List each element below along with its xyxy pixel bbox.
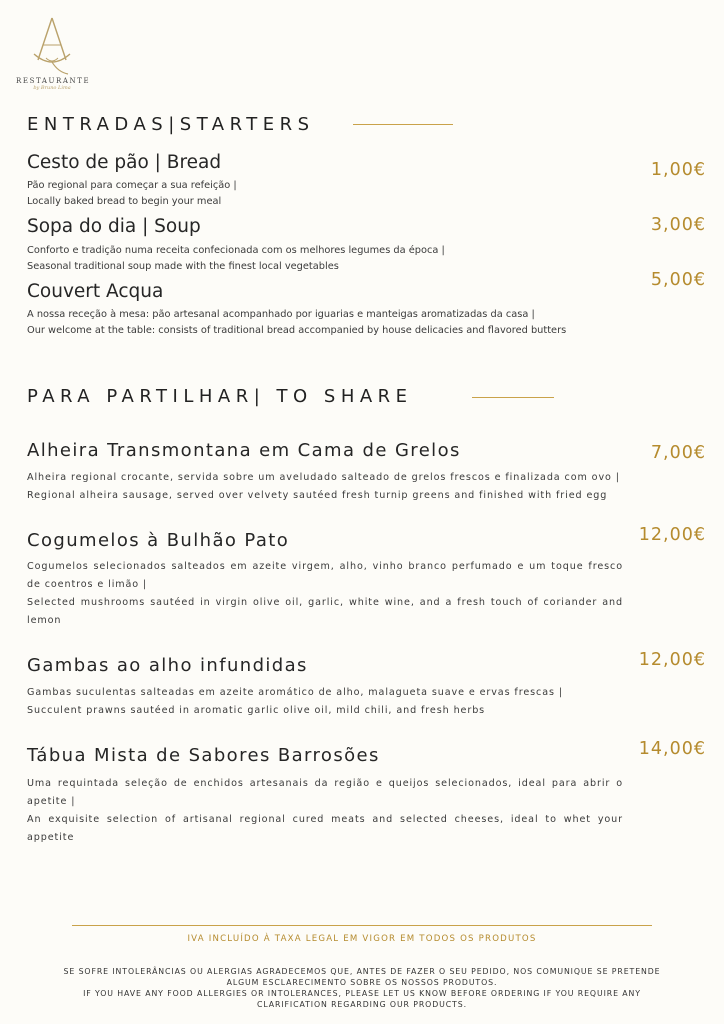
footer-divider <box>72 925 652 926</box>
allergy-notice-pt-line: SE SOFRE INTOLERÂNCIAS OU ALERGIAS AGRADECEMOS QUE, ANTES DE FAZER O SEU PEDIDO, NOS COMUNIQUE SE PRETENDE <box>63 967 661 976</box>
description-pt: Conforto e tradição numa receita confecionada com os melhores legumes da época | <box>27 245 445 256</box>
menu-item-description <box>27 307 566 339</box>
menu-item-description <box>27 775 623 847</box>
menu-item-name: Cogumelos à Bulhão Pato <box>27 530 290 551</box>
vat-notice: IVA INCLUÍDO À TAXA LEGAL EM VIGOR EM TODOS OS PRODUTOS <box>187 934 537 944</box>
allergy-notice-pt-line: ALGUM ESCLARECIMENTO SOBRE OS NOSSOS PRODUTOS. <box>226 978 498 987</box>
logo-monogram-icon <box>24 14 80 76</box>
description-pt: Alheira regional crocante, servida sobre um aveludado salteado de grelos frescos e finalizada com ovo | <box>27 472 620 483</box>
section-title-rule <box>472 397 554 398</box>
menu-item-price: 12,00€ <box>638 525 706 545</box>
menu-item-description <box>27 684 623 720</box>
menu-item-price: 1,00€ <box>650 160 706 180</box>
section-title-rule <box>353 124 453 125</box>
description-en: Selected mushrooms sautéed in virgin olive oil, garlic, white wine, and a fresh touch of coriander and lemon <box>27 597 623 626</box>
allergy-notice-en-line: CLARIFICATION REGARDING OUR PRODUCTS. <box>257 1000 467 1009</box>
menu-item-name: Cesto de pão | Bread <box>27 152 222 173</box>
menu-item-name: Tábua Mista de Sabores Barrosões <box>27 745 380 766</box>
menu-item-price: 12,00€ <box>638 650 706 670</box>
description-pt: Uma requintada seleção de enchidos artesanais da região e queijos selecionados, ideal para abrir o apetite | <box>27 778 623 807</box>
description-en: Seasonal traditional soup made with the finest local vegetables <box>27 261 339 272</box>
allergy-notice-en-line: IF YOU HAVE ANY FOOD ALLERGIES OR INTOLERANCES, PLEASE LET US KNOW BEFORE ORDERING IF YOU REQUIRE ANY <box>83 989 641 998</box>
menu-item-description <box>27 469 623 505</box>
menu-item-name: Alheira Transmontana em Cama de Grelos <box>27 440 461 461</box>
menu-item-description <box>27 243 445 275</box>
restaurant-logo <box>16 14 91 98</box>
description-pt: Gambas suculentas salteadas em azeite aromático de alho, malagueta suave e ervas frescas | <box>27 687 563 698</box>
menu-item-price: 7,00€ <box>650 443 706 463</box>
description-en: Our welcome at the table: consists of traditional bread accompanied by house delicacies and flavored butters <box>27 325 567 336</box>
allergy-notice <box>60 966 664 1010</box>
section-title-starters: ENTRADAS|STARTERS <box>27 114 315 135</box>
section-title-share: PARA PARTILHAR| TO SHARE <box>27 386 413 407</box>
menu-item-description <box>27 558 623 630</box>
menu-item-price: 3,00€ <box>650 215 706 235</box>
menu-item-price: 14,00€ <box>638 739 706 759</box>
description-en: Regional alheira sausage, served over velvety sautéed fresh turnip greens and finished with fried egg <box>27 490 608 501</box>
description-en: An exquisite selection of artisanal regional cured meats and selected cheeses, ideal to whet your appetite <box>27 814 623 843</box>
logo-brand-text: RESTAURANTE <box>16 77 91 85</box>
menu-item-price: 5,00€ <box>650 270 706 290</box>
menu-item-name: Gambas ao alho infundidas <box>27 655 308 676</box>
description-en: Locally baked bread to begin your meal <box>27 196 222 207</box>
menu-item-description <box>27 178 237 210</box>
menu-item-name: Sopa do dia | Soup <box>27 216 201 237</box>
logo-signature: by Bruno Lima <box>33 85 71 91</box>
description-pt: Cogumelos selecionados salteados em azeite virgem, alho, vinho branco perfumado e um toque fresco de coentros e limão | <box>27 561 623 590</box>
description-en: Succulent prawns sautéed in aromatic garlic olive oil, mild chili, and fresh herbs <box>27 705 486 716</box>
menu-item-name: Couvert Acqua <box>27 281 164 302</box>
description-pt: A nossa receção à mesa: pão artesanal acompanhado por iguarias e manteigas aromatizadas da casa | <box>27 309 535 320</box>
description-pt: Pão regional para começar a sua refeição | <box>27 180 237 191</box>
